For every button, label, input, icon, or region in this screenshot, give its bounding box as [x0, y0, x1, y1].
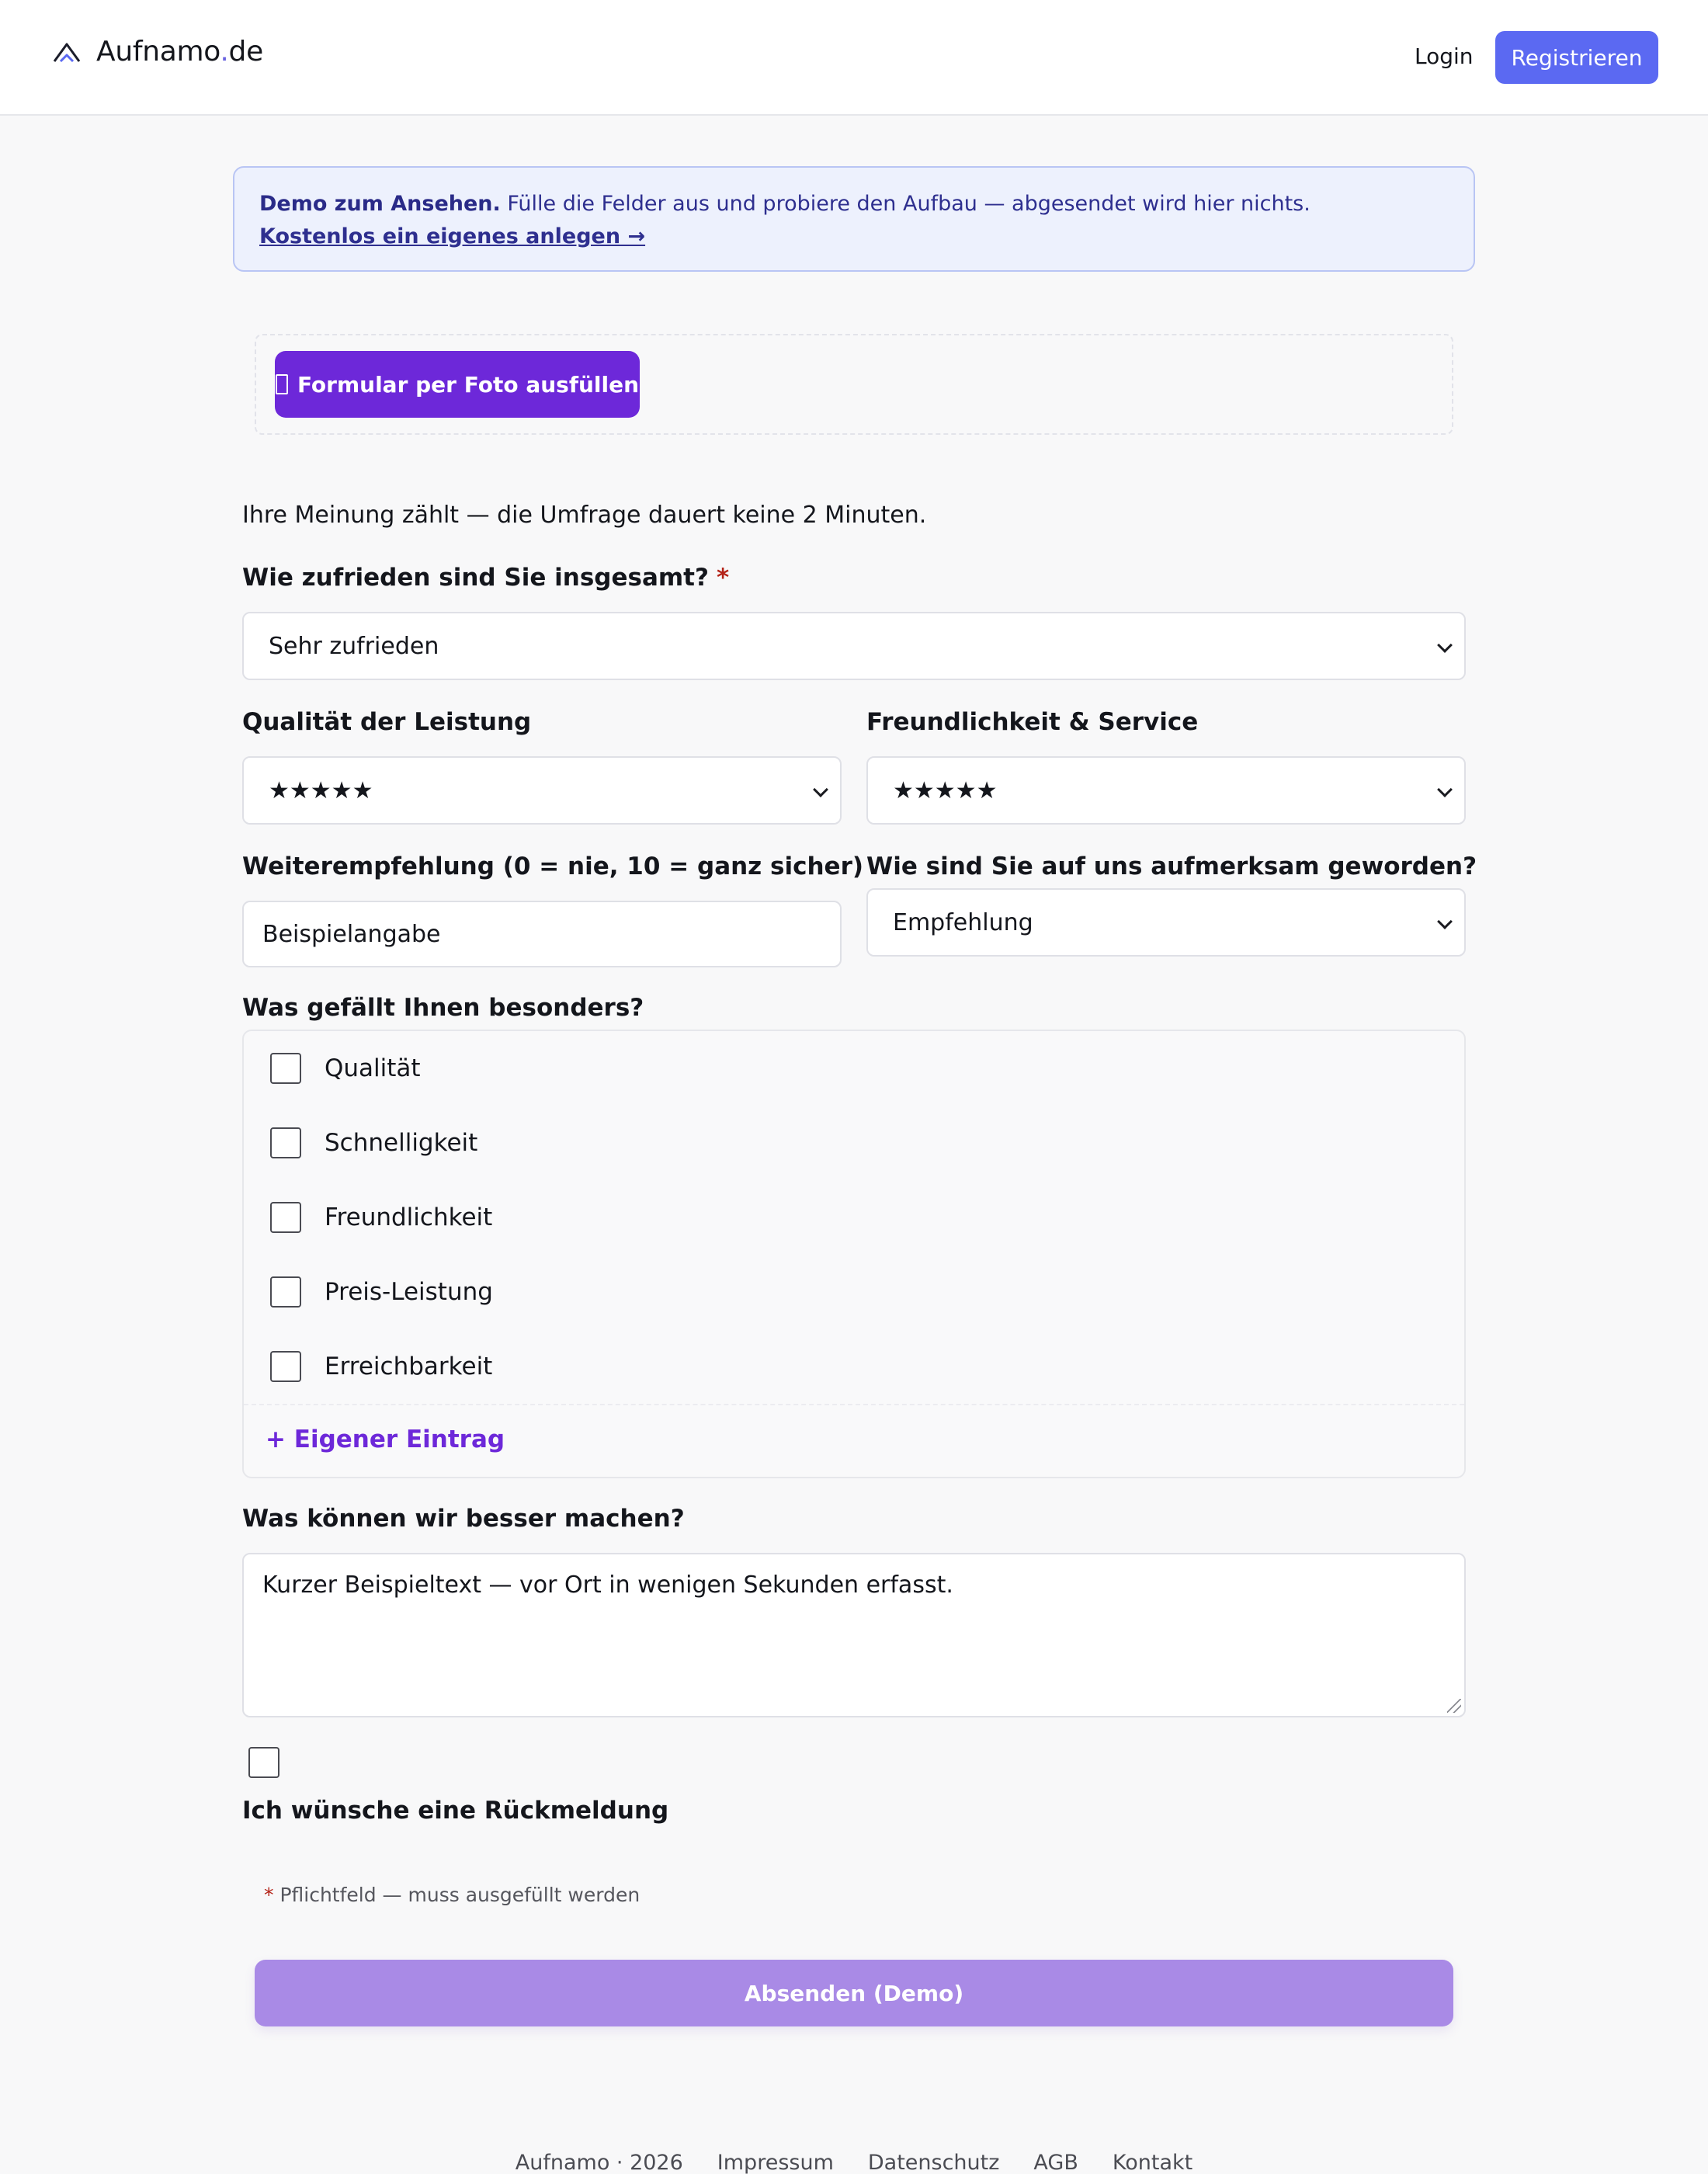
footer-link-impressum[interactable]: Impressum	[717, 2151, 834, 2174]
improve-textarea[interactable]	[242, 1553, 1466, 1717]
friendliness-select[interactable]	[866, 756, 1466, 825]
login-link[interactable]: Login	[1415, 43, 1474, 69]
brand-name: Aufnamo.de	[96, 36, 263, 68]
footer-link-datenschutz[interactable]: Datenschutz	[867, 2151, 1000, 2174]
photo-fill-label: Formular per Foto ausfüllen	[297, 371, 640, 398]
feedback-wish-checkbox[interactable]	[248, 1747, 279, 1778]
chevron-down-icon	[1437, 637, 1453, 653]
brand-logo[interactable]	[51, 36, 263, 68]
footer-link-agb[interactable]: AGB	[1033, 2151, 1078, 2174]
footer-copyright: Aufnamo · 2026	[515, 2151, 683, 2174]
likes-option-qualitaet[interactable]	[270, 1053, 421, 1084]
footer-link-kontakt[interactable]: Kontakt	[1112, 2151, 1193, 2174]
register-button[interactable]: Registrieren	[1495, 31, 1658, 84]
required-note-text: Pflichtfeld — muss ausgefüllt werden	[273, 1884, 640, 1906]
photo-fill-button[interactable]	[275, 351, 640, 418]
logo-icon	[51, 36, 82, 68]
submit-button[interactable]: Absenden (Demo)	[255, 1960, 1453, 2026]
create-own-link[interactable]: Kostenlos ein eigenes anlegen →	[259, 224, 646, 248]
likes-option-schnelligkeit[interactable]	[270, 1127, 477, 1158]
checkbox[interactable]	[270, 1127, 301, 1158]
demo-notice	[233, 166, 1475, 272]
required-mark: *	[717, 564, 730, 592]
improve-label: Was können wir besser machen?	[242, 1505, 685, 1533]
checkbox[interactable]	[270, 1202, 301, 1233]
resize-handle-icon[interactable]	[1447, 1699, 1461, 1713]
quality-label: Qualität der Leistung	[242, 708, 532, 736]
likes-option-preis-leistung[interactable]	[270, 1276, 493, 1308]
quality-value: ★★★★★	[269, 776, 373, 804]
likes-option-label: Preis-Leistung	[325, 1278, 493, 1306]
satisfaction-label: Wie zufrieden sind Sie insgesamt? *	[242, 564, 730, 592]
checkbox[interactable]	[270, 1053, 301, 1084]
checkbox[interactable]	[270, 1351, 301, 1382]
camera-icon	[276, 374, 288, 394]
recommendation-label: Weiterempfehlung (0 = nie, 10 = ganz sicher)	[242, 853, 864, 880]
source-select[interactable]	[866, 888, 1466, 957]
likes-option-erreichbarkeit[interactable]	[270, 1351, 492, 1382]
likes-checkbox-group	[242, 1030, 1466, 1478]
chevron-down-icon	[1437, 914, 1453, 929]
likes-option-label: Schnelligkeit	[325, 1129, 478, 1157]
top-header	[0, 0, 1708, 116]
chevron-down-icon	[1437, 782, 1453, 797]
source-value: Empfehlung	[893, 908, 1033, 936]
add-custom-entry-button[interactable]: + Eigener Eintrag	[266, 1426, 505, 1453]
demo-notice-text	[259, 188, 1449, 221]
satisfaction-select[interactable]	[242, 612, 1466, 680]
source-label: Wie sind Sie auf uns aufmerksam geworden?	[866, 853, 1477, 880]
likes-option-freundlichkeit[interactable]	[270, 1202, 492, 1233]
satisfaction-value: Sehr zufrieden	[269, 632, 439, 660]
footer	[0, 2151, 1708, 2174]
likes-option-label: Freundlichkeit	[325, 1203, 493, 1231]
quality-select[interactable]	[242, 756, 842, 825]
chevron-down-icon	[813, 782, 828, 797]
checkbox[interactable]	[270, 1276, 301, 1308]
demo-notice-title: Demo zum Ansehen.	[259, 192, 501, 216]
demo-notice-body: Fülle die Felder aus und probiere den Aufbau — abgesendet wird hier nichts.	[500, 192, 1311, 216]
likes-option-label: Erreichbarkeit	[325, 1353, 493, 1380]
likes-option-label: Qualität	[325, 1054, 421, 1082]
required-note	[264, 1884, 640, 1906]
required-mark: *	[264, 1884, 274, 1906]
recommendation-input[interactable]	[242, 901, 842, 967]
divider	[244, 1404, 1464, 1405]
likes-label: Was gefällt Ihnen besonders?	[242, 994, 644, 1022]
friendliness-value: ★★★★★	[893, 776, 998, 804]
form-intro: Ihre Meinung zählt — die Umfrage dauert keine 2 Minuten.	[242, 502, 927, 529]
feedback-wish-label: Ich wünsche eine Rückmeldung	[242, 1797, 669, 1825]
friendliness-label: Freundlichkeit & Service	[866, 708, 1199, 736]
